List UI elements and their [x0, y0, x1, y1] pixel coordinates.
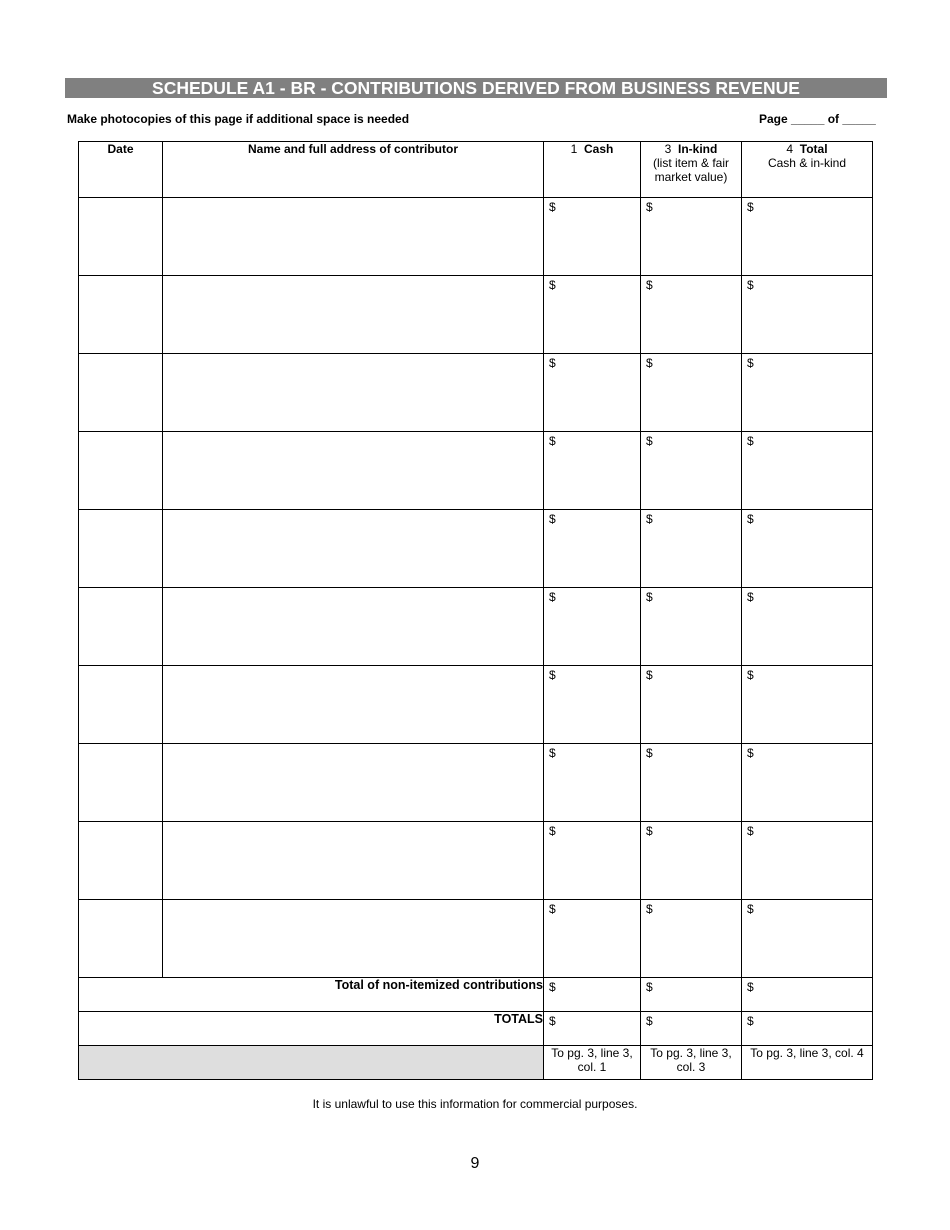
inkind-cell[interactable] — [641, 354, 742, 432]
non-itemized-row — [79, 978, 873, 1012]
dollar-sign: $ — [646, 746, 653, 760]
inkind-header-sub1: (list item & fair — [652, 156, 729, 170]
header-row — [79, 142, 873, 198]
dollar-sign: $ — [549, 356, 556, 370]
dollar-sign: $ — [646, 824, 653, 838]
inkind-cell[interactable] — [641, 276, 742, 354]
dollar-sign: $ — [747, 668, 754, 682]
totals-label: TOTALS — [79, 1012, 544, 1046]
contributor-cell[interactable] — [163, 900, 544, 978]
contributor-cell[interactable] — [163, 822, 544, 900]
dollar-sign: $ — [646, 512, 653, 526]
dollar-sign: $ — [549, 668, 556, 682]
dollar-sign: $ — [747, 746, 754, 760]
entry-row — [79, 354, 873, 432]
totals-total[interactable] — [742, 1012, 873, 1046]
cash-cell[interactable] — [544, 822, 641, 900]
dollar-sign: $ — [747, 1014, 754, 1028]
date-cell[interactable] — [79, 432, 163, 510]
to-page-col1 — [544, 1046, 641, 1080]
date-cell[interactable] — [79, 510, 163, 588]
contributor-cell[interactable] — [163, 588, 544, 666]
cash-cell[interactable] — [544, 198, 641, 276]
cash-cell[interactable] — [544, 432, 641, 510]
cash-cell[interactable] — [544, 510, 641, 588]
total-cell[interactable] — [742, 588, 873, 666]
total-cell[interactable] — [742, 744, 873, 822]
inkind-cell[interactable] — [641, 822, 742, 900]
dollar-sign: $ — [747, 902, 754, 916]
inkind-cell[interactable] — [641, 198, 742, 276]
total-header-sub: Cash & in-kind — [767, 156, 847, 170]
total-cell[interactable] — [742, 354, 873, 432]
cash-cell[interactable] — [544, 666, 641, 744]
dollar-sign: $ — [747, 824, 754, 838]
dollar-sign: $ — [646, 200, 653, 214]
inkind-header — [641, 142, 742, 198]
dollar-sign: $ — [549, 902, 556, 916]
non-itemized-total[interactable] — [742, 978, 873, 1012]
total-header-label: Total — [799, 142, 828, 156]
to-page-col3-line1: To pg. 3, line 3, — [650, 1046, 732, 1060]
total-header-number: 4 — [786, 142, 794, 156]
dollar-sign: $ — [747, 590, 754, 604]
dollar-sign: $ — [549, 980, 556, 994]
date-header: Date — [79, 142, 163, 198]
dollar-sign: $ — [747, 434, 754, 448]
entry-row — [79, 822, 873, 900]
inkind-cell[interactable] — [641, 588, 742, 666]
dollar-sign: $ — [646, 356, 653, 370]
entry-row — [79, 510, 873, 588]
name-header: Name and full address of contributor — [163, 142, 544, 198]
non-itemized-cash[interactable] — [544, 978, 641, 1012]
inkind-cell[interactable] — [641, 744, 742, 822]
totals-cash[interactable] — [544, 1012, 641, 1046]
contributor-cell[interactable] — [163, 432, 544, 510]
contributor-cell[interactable] — [163, 198, 544, 276]
contributor-cell[interactable] — [163, 354, 544, 432]
total-cell[interactable] — [742, 432, 873, 510]
dollar-sign: $ — [747, 200, 754, 214]
dollar-sign: $ — [646, 668, 653, 682]
date-cell[interactable] — [79, 354, 163, 432]
dollar-sign: $ — [549, 746, 556, 760]
cash-header-number: 1 — [570, 142, 578, 156]
cash-cell[interactable] — [544, 588, 641, 666]
cash-cell[interactable] — [544, 900, 641, 978]
contributions-table-body — [79, 142, 873, 1080]
dollar-sign: $ — [646, 590, 653, 604]
date-cell[interactable] — [79, 900, 163, 978]
dollar-sign: $ — [646, 434, 653, 448]
dollar-sign: $ — [549, 590, 556, 604]
entry-row — [79, 198, 873, 276]
shaded-cell — [79, 1046, 544, 1080]
non-itemized-label: Total of non-itemized contributions — [79, 978, 544, 1012]
contributor-cell[interactable] — [163, 276, 544, 354]
contributor-cell[interactable] — [163, 744, 544, 822]
dollar-sign: $ — [549, 824, 556, 838]
entry-row — [79, 900, 873, 978]
total-cell[interactable] — [742, 666, 873, 744]
dollar-sign: $ — [646, 902, 653, 916]
to-page-col1-line1: To pg. 3, line 3, — [551, 1046, 633, 1060]
dollar-sign: $ — [747, 512, 754, 526]
dollar-sign: $ — [646, 1014, 653, 1028]
contributor-cell[interactable] — [163, 510, 544, 588]
to-page-col3 — [641, 1046, 742, 1080]
total-cell[interactable] — [742, 900, 873, 978]
entry-row — [79, 432, 873, 510]
dollar-sign: $ — [646, 980, 653, 994]
page-number: 9 — [470, 1155, 480, 1172]
cash-cell[interactable] — [544, 354, 641, 432]
non-itemized-inkind[interactable] — [641, 978, 742, 1012]
schedule-title: SCHEDULE A1 - BR - CONTRIBUTIONS DERIVED FROM BUSINESS REVENUE — [65, 78, 887, 98]
page-of-indicator: Page _____ of _____ — [759, 112, 876, 126]
total-cell[interactable] — [742, 822, 873, 900]
entry-row — [79, 588, 873, 666]
dollar-sign: $ — [549, 200, 556, 214]
date-cell[interactable] — [79, 588, 163, 666]
cash-cell[interactable] — [544, 276, 641, 354]
total-header — [742, 142, 873, 198]
total-cell[interactable] — [742, 276, 873, 354]
inkind-header-label: In-kind — [678, 142, 718, 156]
dollar-sign: $ — [549, 1014, 556, 1028]
inkind-header-number: 3 — [664, 142, 672, 156]
date-cell[interactable] — [79, 822, 163, 900]
cash-header-label: Cash — [584, 142, 614, 156]
date-cell[interactable] — [79, 744, 163, 822]
dollar-sign: $ — [549, 278, 556, 292]
total-cell[interactable] — [742, 510, 873, 588]
dollar-sign: $ — [549, 434, 556, 448]
date-cell[interactable] — [79, 666, 163, 744]
to-page-col3-line2: col. 3 — [676, 1060, 706, 1074]
legal-footer: It is unlawful to use this information for commercial purposes. — [312, 1097, 638, 1111]
date-cell[interactable] — [79, 276, 163, 354]
dollar-sign: $ — [747, 980, 754, 994]
date-cell[interactable] — [79, 198, 163, 276]
to-page-col1-line2: col. 1 — [577, 1060, 607, 1074]
totals-inkind[interactable] — [641, 1012, 742, 1046]
dollar-sign: $ — [549, 512, 556, 526]
cash-cell[interactable] — [544, 744, 641, 822]
dollar-sign: $ — [747, 356, 754, 370]
inkind-cell[interactable] — [641, 432, 742, 510]
contributor-cell[interactable] — [163, 666, 544, 744]
entry-row — [79, 276, 873, 354]
photocopy-note: Make photocopies of this page if additional space is needed — [67, 112, 410, 126]
totals-row — [79, 1012, 873, 1046]
entry-row — [79, 744, 873, 822]
dollar-sign: $ — [646, 278, 653, 292]
total-cell[interactable] — [742, 198, 873, 276]
entry-row — [79, 666, 873, 744]
inkind-cell[interactable] — [641, 900, 742, 978]
contributions-table — [78, 141, 873, 1080]
inkind-header-sub2: market value) — [654, 170, 728, 184]
to-page-row — [79, 1046, 873, 1080]
inkind-cell[interactable] — [641, 666, 742, 744]
to-page-col4: To pg. 3, line 3, col. 4 — [742, 1046, 873, 1080]
dollar-sign: $ — [747, 278, 754, 292]
inkind-cell[interactable] — [641, 510, 742, 588]
cash-header — [544, 142, 641, 198]
